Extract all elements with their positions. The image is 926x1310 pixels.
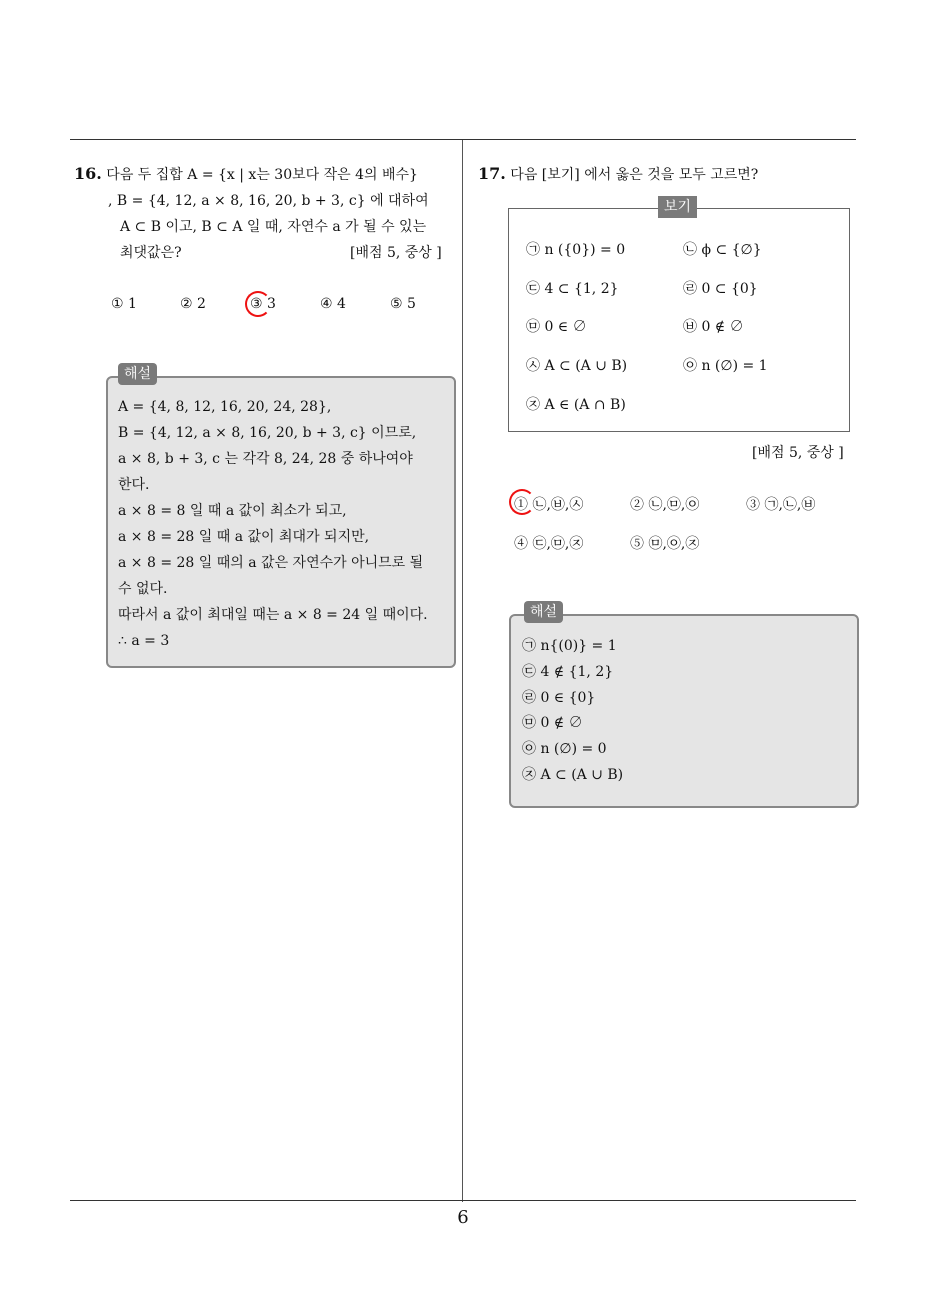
q17-points: [배점 5, 중상 ] — [752, 445, 844, 461]
q16-sol-line: 수 없다. — [118, 581, 168, 597]
q16-sol-line: ∴ a = 3 — [118, 633, 170, 649]
q17-sol-line: ㉤ 0 ∉ ∅ — [522, 715, 583, 731]
q17-sol-line: ㉣ 0 ∈ {0} — [522, 690, 596, 706]
top-rule — [70, 139, 856, 140]
q16-sol-line: 따라서 a 값이 최대일 때는 a × 8 = 24 일 때이다. — [118, 607, 428, 623]
q17-bogi-label: 보기 — [658, 196, 697, 218]
q16-sol-line: a × 8 = 28 일 때의 a 값은 자연수가 아니므로 될 — [118, 555, 424, 571]
q16-answer-mark — [245, 291, 271, 317]
q17-item: ㉠ n ({0}) = 0 — [526, 242, 626, 258]
page-number: 6 — [457, 1207, 469, 1228]
q16-points: [배점 5, 중상 ] — [350, 245, 442, 261]
q16-solution-box — [106, 376, 456, 668]
q16-sol-line: a × 8 = 8 일 때 a 값이 최소가 되고, — [118, 503, 347, 519]
q17-item: ㉦ A ⊂ (A ∪ B) — [526, 358, 628, 374]
q17-sol-line: ㉢ 4 ∉ {1, 2} — [522, 664, 614, 680]
q17-item: ㉤ 0 ∈ ∅ — [526, 319, 587, 335]
q17-choice-4[interactable]: ④ ㉢,㉤,㉨ — [514, 536, 584, 552]
q17-choice-3[interactable]: ③ ㉠,㉡,㉥ — [746, 497, 816, 513]
q16-choice-1[interactable]: ① 1 — [111, 296, 137, 312]
q16-choice-5[interactable]: ⑤ 5 — [390, 296, 416, 312]
q16-sol-line: B = {4, 12, a × 8, 16, 20, b + 3, c} 이므로, — [118, 425, 417, 441]
q17-number: 17. — [478, 164, 506, 183]
q17-item: ㉧ n (∅) = 1 — [683, 358, 768, 374]
q17-answer-mark — [509, 489, 535, 515]
q16-choice-2[interactable]: ② 2 — [180, 296, 206, 312]
bottom-rule — [70, 1200, 856, 1201]
q17-sol-line: ㉨ A ⊂ (A ∪ B) — [522, 767, 624, 783]
q17-choice-5[interactable]: ⑤ ㉤,㉧,㉨ — [630, 536, 700, 552]
q16-number: 16. — [74, 164, 102, 183]
q17-choice-1[interactable]: ① ㉡,㉥,㉦ — [514, 497, 584, 513]
q16-sol-line: A = {4, 8, 12, 16, 20, 24, 28}, — [118, 399, 332, 415]
q16-line-3: A ⊂ B 이고, B ⊂ A 일 때, 자연수 a 가 될 수 있는 — [120, 219, 427, 235]
q16-choice-4[interactable]: ④ 4 — [320, 296, 346, 312]
q17-item: ㉢ 4 ⊂ {1, 2} — [526, 281, 619, 297]
column-divider — [462, 140, 463, 1202]
q17-item: ㉡ ϕ ⊂ {∅} — [683, 242, 762, 258]
q17-text: 다음 [보기] 에서 옳은 것을 모두 고르면? — [510, 167, 759, 183]
q16-sol-line: a × 8 = 28 일 때 a 값이 최대가 되지만, — [118, 529, 370, 545]
q17-sol-line: ㉠ n{(0)} = 1 — [522, 638, 617, 654]
q17-sol-line: ㉧ n (∅) = 0 — [522, 741, 607, 757]
q17-line-1 — [478, 165, 758, 184]
q17-item: ㉣ 0 ⊂ {0} — [683, 281, 758, 297]
q17-choice-2[interactable]: ② ㉡,㉤,㉧ — [630, 497, 700, 513]
q16-sol-line: 한다. — [118, 477, 150, 493]
q16-line-4: 최댓값은? — [120, 245, 182, 261]
q16-line-2: , B = {4, 12, a × 8, 16, 20, b + 3, c} 에 대하여 — [108, 193, 429, 209]
q16-line-1 — [74, 165, 418, 184]
q16-text-1: 다음 두 집합 A = {x | x는 30보다 작은 4의 배수} — [106, 167, 418, 183]
q17-item: ㉥ 0 ∉ ∅ — [683, 319, 744, 335]
q16-solution-label: 해설 — [118, 363, 157, 385]
q16-choice-3[interactable]: ③ 3 — [250, 296, 276, 312]
q17-solution-label: 해설 — [524, 601, 563, 623]
q16-sol-line: a × 8, b + 3, c 는 각각 8, 24, 28 중 하나여야 — [118, 451, 413, 467]
q17-item: ㉨ A ∈ (A ∩ B) — [526, 397, 626, 413]
